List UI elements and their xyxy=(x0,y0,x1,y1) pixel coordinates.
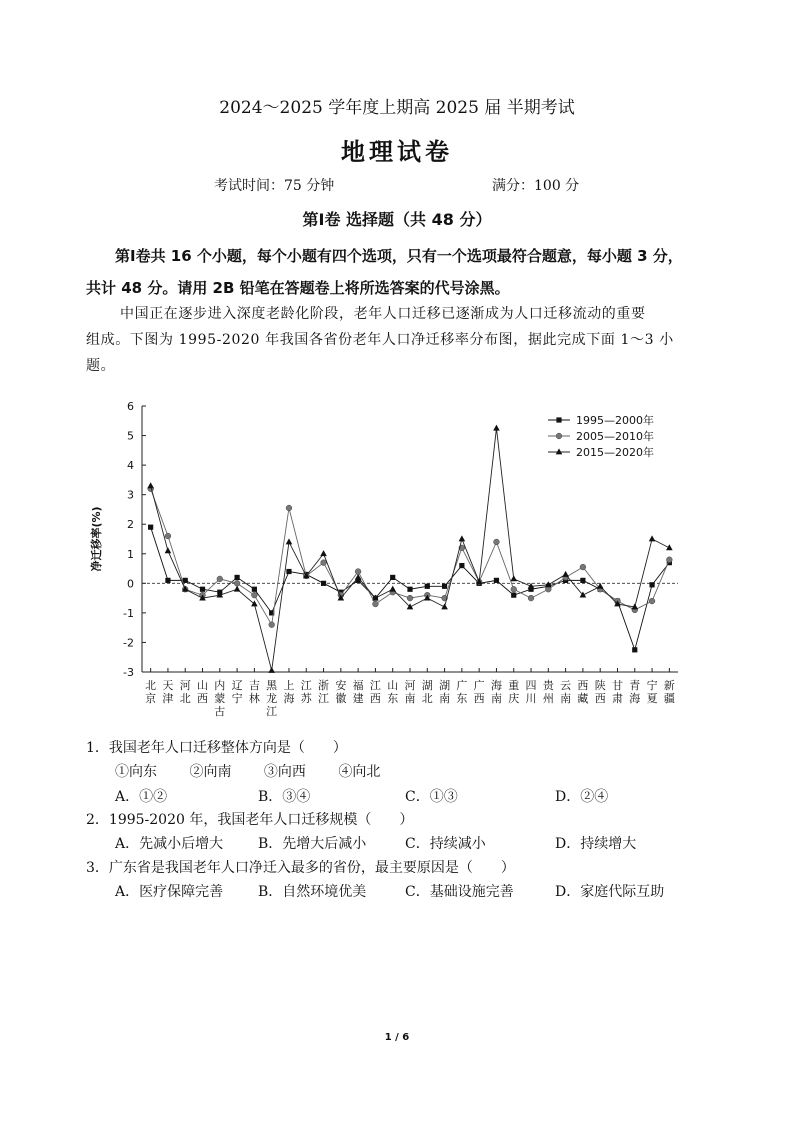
exam-title: 2024～2025 学年度上期高 2025 届 半期考试 xyxy=(219,98,575,118)
x-tick-label: 甘肃 xyxy=(611,679,623,705)
x-tick-label: 河北 xyxy=(179,679,191,705)
series-2-point xyxy=(545,586,551,592)
series-3-point xyxy=(286,538,293,544)
series-line-3 xyxy=(151,428,670,670)
legend-label: 1995—2000年 xyxy=(576,414,654,427)
series-1-point xyxy=(234,575,239,580)
y-tick-label: -3 xyxy=(123,666,134,679)
question-3-option-d[interactable]: D．家庭代际互助 xyxy=(555,884,665,900)
series-2-point xyxy=(580,564,586,570)
x-tick-label: 贵州 xyxy=(542,679,554,705)
y-tick-label: 4 xyxy=(127,459,134,473)
question-3-option-c[interactable]: C．基础设施完善 xyxy=(405,884,514,900)
question-1-statements xyxy=(115,761,408,781)
series-1-point xyxy=(286,569,291,574)
series-2-point xyxy=(355,569,361,575)
page-number: 1 / 6 xyxy=(384,1032,410,1043)
legend-marker xyxy=(556,448,563,454)
series-2-point xyxy=(666,557,672,563)
series-2-point xyxy=(251,592,257,598)
x-tick-label: 福建 xyxy=(352,679,364,705)
question-3-stem: 3．广东省是我国老年人口净迁入最多的省份，最主要原因是（ ） xyxy=(86,860,515,876)
series-1-point xyxy=(459,563,464,568)
series-2-point xyxy=(649,598,655,604)
x-tick-label: 安徽 xyxy=(335,679,347,705)
x-tick-label: 广西 xyxy=(473,679,485,705)
x-tick-label: 新疆 xyxy=(663,679,675,705)
series-3-point xyxy=(459,535,466,541)
question-3-option-a[interactable]: A．医疗保障完善 xyxy=(115,884,224,900)
subject-title: 地理试卷 xyxy=(341,138,453,166)
series-2-point xyxy=(321,560,327,566)
question-3-option-b[interactable]: B．自然环境优美 xyxy=(258,884,367,900)
question-2-option-d[interactable]: D．持续增大 xyxy=(555,836,637,852)
series-1-point xyxy=(148,525,153,530)
series-1-point xyxy=(442,584,447,589)
series-3-point xyxy=(268,667,275,673)
x-tick-label: 西藏 xyxy=(577,679,589,705)
x-tick-label: 山东 xyxy=(387,679,399,705)
x-tick-label: 黑龙江 xyxy=(266,679,278,718)
x-tick-label: 辽宁 xyxy=(231,679,243,705)
series-2-point xyxy=(373,601,379,607)
x-tick-label: 浙江 xyxy=(318,679,330,705)
x-tick-label: 陕西 xyxy=(594,679,606,705)
series-2-point xyxy=(511,586,517,592)
question-2-option-c[interactable]: C．持续减小 xyxy=(405,836,486,852)
series-1-point xyxy=(425,584,430,589)
full-score: 满分：100 分 xyxy=(492,178,580,194)
series-2-point xyxy=(234,580,240,586)
series-3-point xyxy=(493,425,500,431)
legend-marker xyxy=(556,417,561,422)
series-2-point xyxy=(269,622,275,628)
y-tick-label: 2 xyxy=(127,518,134,532)
x-tick-label: 青海 xyxy=(629,679,641,705)
y-tick-label: 5 xyxy=(127,429,134,443)
series-3-point xyxy=(666,544,673,550)
series-3-point xyxy=(234,586,241,592)
instruction-line-1: 第Ⅰ卷共 16 个小题，每个小题有四个选项，只有一个选项最符合题意，每小题 3 分， xyxy=(115,247,683,265)
x-tick-label: 吉林 xyxy=(248,679,260,705)
series-1-point xyxy=(407,587,412,592)
x-tick-label: 湖北 xyxy=(421,679,433,705)
x-tick-label: 广东 xyxy=(456,679,468,705)
x-tick-label: 内蒙古 xyxy=(214,679,226,718)
series-1-point xyxy=(321,581,326,586)
x-tick-label: 江西 xyxy=(369,679,381,705)
series-3-point xyxy=(251,600,258,606)
question-2-option-a[interactable]: A．先减小后增大 xyxy=(115,836,224,852)
x-tick-label: 宁夏 xyxy=(646,679,658,705)
question-1-option-b[interactable]: B．③④ xyxy=(258,789,311,805)
exam-time: 考试时间：75 分钟 xyxy=(214,178,335,194)
x-tick-label: 云南 xyxy=(560,679,572,705)
statement-1: ①向东 xyxy=(115,764,157,780)
legend-label: 2005—2010年 xyxy=(576,430,654,443)
x-tick-label: 上海 xyxy=(283,679,295,705)
series-2-point xyxy=(165,533,171,539)
series-2-point xyxy=(286,505,292,511)
question-1-option-a[interactable]: A．①② xyxy=(115,789,168,805)
question-2-stem: 2．1995-2020 年，我国老年人口迁移规模（ ） xyxy=(86,812,414,828)
series-3-point xyxy=(510,575,517,581)
x-tick-label: 四川 xyxy=(525,679,537,705)
x-tick-label: 湖南 xyxy=(439,679,451,705)
legend-label: 2015—2020年 xyxy=(576,446,654,459)
y-tick-label: 3 xyxy=(127,488,134,502)
instruction-line-2: 共计 48 分。请用 2B 铅笔在答题卷上将所选答案的代号涂黑。 xyxy=(86,279,510,297)
series-2-point xyxy=(217,576,223,582)
y-tick-label: 0 xyxy=(127,577,134,591)
y-axis-label: 净迁移率(%) xyxy=(90,506,103,572)
series-3-point xyxy=(320,550,327,556)
intro-line-3: 题。 xyxy=(86,358,116,374)
x-tick-label: 重庆 xyxy=(508,679,520,705)
chart-series xyxy=(147,425,672,673)
migration-rate-chart xyxy=(80,390,680,720)
series-3-point xyxy=(165,547,172,553)
series-1-point xyxy=(649,582,654,587)
statement-3: ③向西 xyxy=(263,764,306,780)
x-tick-label: 山西 xyxy=(197,679,209,705)
series-1-point xyxy=(632,647,637,652)
question-2-option-b[interactable]: B．先增大后减小 xyxy=(258,836,367,852)
series-1-point xyxy=(200,587,205,592)
series-3-point xyxy=(389,586,396,592)
intro-line-2: 组成。下图为 1995-2020 年我国各省份老年人口净迁移率分布图，据此完成下面 1～3 小 xyxy=(86,332,674,348)
x-tick-label: 天津 xyxy=(162,679,174,705)
series-1-point xyxy=(165,578,170,583)
question-1-option-c[interactable]: C．①③ xyxy=(405,789,458,805)
series-3-point xyxy=(147,482,154,488)
legend-marker xyxy=(556,433,562,439)
series-1-point xyxy=(252,587,257,592)
series-1-point xyxy=(390,575,395,580)
chart-legend xyxy=(548,413,654,459)
section-title: 第Ⅰ卷 选择题（共 48 分） xyxy=(302,210,492,229)
intro-line-1: 中国正在逐步进入深度老龄化阶段，老年人口迁移已逐渐成为人口迁移流动的重要 xyxy=(120,306,646,322)
series-1-point xyxy=(511,593,516,598)
series-2-point xyxy=(407,595,413,601)
y-tick-label: -1 xyxy=(123,606,134,620)
series-1-point xyxy=(580,578,585,583)
statement-2: ②向南 xyxy=(189,764,232,780)
question-1-option-d[interactable]: D．②④ xyxy=(555,789,609,805)
x-tick-label: 河南 xyxy=(404,679,416,705)
statement-4: ④向北 xyxy=(338,764,381,780)
question-1-stem: 1．我国老年人口迁移整体方向是（ ） xyxy=(86,740,347,756)
series-3-point xyxy=(441,603,448,609)
y-tick-label: -2 xyxy=(123,636,134,650)
x-tick-label: 江苏 xyxy=(300,679,312,705)
series-2-point xyxy=(528,595,534,601)
y-tick-label: 1 xyxy=(127,547,134,561)
series-3-point xyxy=(562,571,569,577)
x-tick-label: 北京 xyxy=(145,679,157,705)
series-3-point xyxy=(649,535,656,541)
series-1-point xyxy=(494,578,499,583)
series-2-point xyxy=(494,539,500,545)
x-tick-label: 海南 xyxy=(490,679,502,705)
y-tick-label: 6 xyxy=(127,400,134,413)
